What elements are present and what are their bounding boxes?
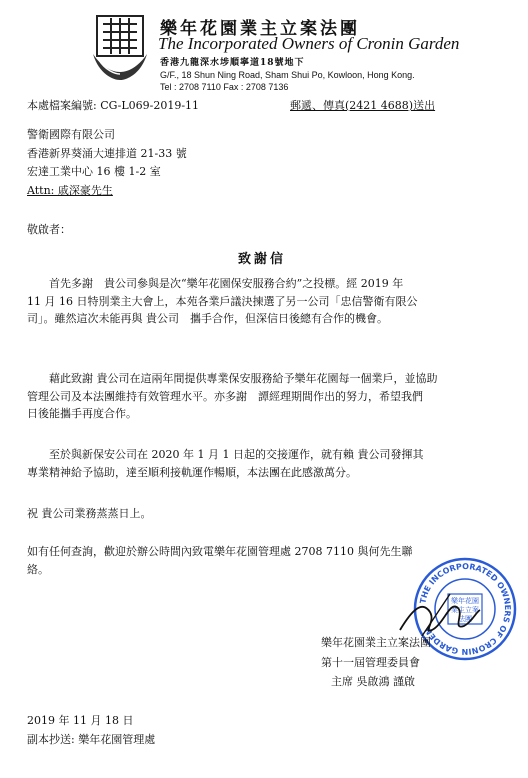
org-name-en: The Incorporated Owners of Cronin Garden	[158, 34, 460, 53]
paragraph-line: 首先多謝 貴公司參與是次“樂年花園保安服務合約”之投標。經 2019 年	[49, 277, 404, 290]
org-address-en: G/F., 18 Shun Ning Road, Sham Shui Po, Kowloon, Hong Kong.	[160, 70, 415, 80]
org-address-zh: 香港九龍深水埗順寧道18號地下	[160, 58, 305, 68]
recipient-address-1: 香港新界葵涌大連排道 21-33 號	[27, 147, 187, 160]
org-tel-fax: Tel : 2708 7110 Fax : 2708 7136	[160, 82, 289, 92]
chairman-signature	[392, 590, 482, 640]
stamp-ring-text: THE INCORPORATED OWNERS OF CRONIN GARDEN	[418, 561, 513, 657]
paragraph-line: 藉此致謝 貴公司在這兩年間提供專業保安服務給予樂年花園每一個業戶，並協助	[49, 372, 438, 385]
recipient-attn: Attn: 戚深豪先生	[27, 184, 113, 197]
signature-chair: 主席 吳啟鴻 謹啟	[331, 675, 415, 688]
paragraph-4	[27, 505, 495, 523]
paragraph-line: 11 月 16 日特別業主大會上，本苑各業戶議決揀選了另一公司「忠信警衛有限公	[27, 294, 418, 308]
paragraph-line: 日後能攜手再度合作。	[27, 407, 137, 420]
letter-date: 2019 年 11 月 18 日	[27, 714, 134, 727]
paragraph-3	[27, 446, 495, 481]
signature-org: 樂年花園業主立案法團	[321, 636, 431, 649]
org-name-zh: 樂年花園業主立案法團	[160, 19, 360, 39]
paragraph-1	[27, 275, 495, 328]
paragraph-line: 司」。雖然這次未能再與 貴公司 攜手合作，但深信日後總有合作的機會。	[27, 312, 388, 325]
paragraph-line: 管理公司及本法團維持有效管理水平。亦多謝 譚經理期間作出的努力，希望我們	[27, 389, 423, 403]
cc-line: 副本抄送: 樂年花園管理處	[27, 733, 156, 746]
paragraph-line: 絡。	[27, 562, 49, 576]
paragraph-line: 如有任何查詢，歡迎於辦公時間內致電樂年花園管理處 2708 7110 與何先生聯	[27, 545, 413, 558]
paragraph-line: 至於與新保安公司在 2020 年 1 月 1 日起的交接運作，就有賴 貴公司發揮其	[49, 448, 424, 461]
recipient-address-2: 宏達工業中心 16 樓 1-2 室	[27, 165, 161, 178]
letter-title: 致謝信	[238, 252, 287, 267]
org-logo	[89, 10, 151, 86]
delivery-method: 郵遞、傳真(2421 4688)送出	[290, 99, 436, 112]
paragraph-line: 祝 貴公司業務蒸蒸日上。	[27, 507, 152, 520]
paragraph-2	[27, 370, 495, 423]
signature-committee: 第十一屆管理委員會	[321, 656, 420, 669]
stamp-center-text: 樂年花園業主立案法團	[451, 597, 479, 623]
file-reference: 本處檔案編號: CG-L069-2019-11	[27, 99, 200, 112]
paragraph-line: 專業精神給予協助，達至順利接軌運作暢順，本法團在此感激萬分。	[27, 465, 357, 479]
salutation: 敬啟者：	[27, 223, 71, 236]
recipient-company: 警衛國際有限公司	[27, 128, 115, 141]
